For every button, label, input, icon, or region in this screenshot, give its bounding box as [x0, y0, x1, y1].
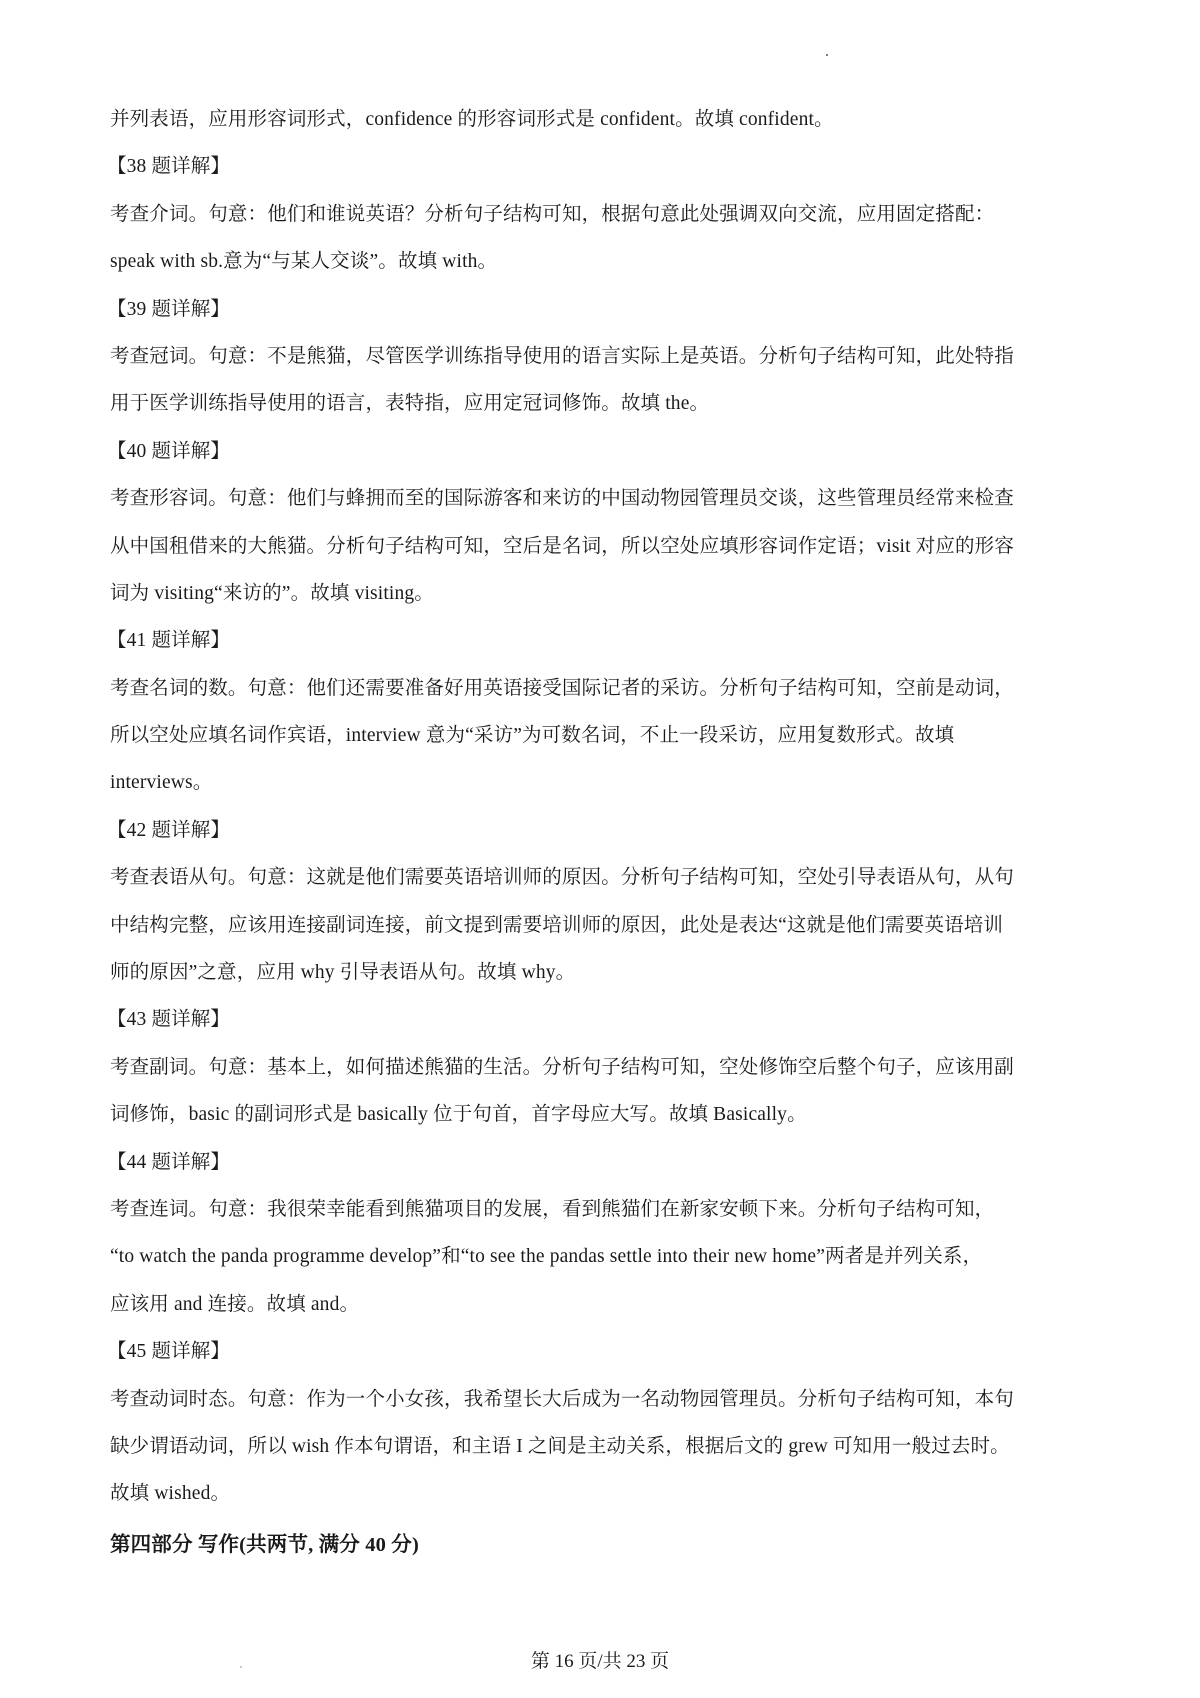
question-heading: 【43 题详解】: [107, 1009, 231, 1031]
explanation-line: 词为 visiting“来访的”。故填 visiting。: [110, 582, 434, 604]
document-body: [107, 96, 1100, 1569]
explanation-line: 考查动词时态。句意：作为一个小女孩，我希望长大后成为一名动物园管理员。分析句子结构可知，本句: [110, 1388, 1014, 1410]
explanation-line: “to watch the panda programme develop”和“to see the pandas settle into their new home”两者是并列关系，: [110, 1246, 983, 1268]
question-heading: 【42 题详解】: [107, 819, 231, 841]
explanation-line: 从中国租借来的大熊猫。分析句子结构可知，空后是名词，所以空处应填形容词作定语；visit 对应的形容: [110, 535, 1014, 557]
explanation-line: 中结构完整，应该用连接副词连接，前文提到需要培训师的原因，此处是表达“这就是他们需要英语培训: [110, 914, 1004, 936]
explanation-line: 考查介词。句意：他们和谁说英语？分析句子结构可知，根据句意此处强调双向交流，应用固定搭配：: [110, 203, 995, 225]
explanation-line: 所以空处应填名词作宾语，interview 意为“采访”为可数名词，不止一段采访，应用复数形式。故填: [110, 725, 955, 747]
explanation-line: 考查连词。句意：我很荣幸能看到熊猫项目的发展，看到熊猫们在新家安顿下来。分析句子结构可知，: [110, 1198, 995, 1220]
explanation-line: 缺少谓语动词，所以 wish 作本句谓语，和主语 I 之间是主动关系，根据后文的 grew 可知用一般过去时。: [110, 1435, 1010, 1457]
explanation-line: 考查副词。句意：基本上，如何描述熊猫的生活。分析句子结构可知，空处修饰空后整个句子，应该用副: [110, 1056, 1014, 1078]
explanation-line: 应该用 and 连接。故填 and。: [110, 1293, 360, 1315]
explanation-line: 故填 wished。: [110, 1483, 231, 1505]
explanation-line: 词修饰，basic 的副词形式是 basically 位于句首，首字母应大写。故填 Basically。: [110, 1104, 807, 1126]
question-heading: 【41 题详解】: [107, 630, 231, 652]
question-heading: 【40 题详解】: [107, 440, 231, 462]
question-heading: 【38 题详解】: [107, 156, 231, 178]
explanation-line: 并列表语，应用形容词形式，confidence 的形容词形式是 confident。故填 confident。: [110, 109, 834, 130]
question-heading: 【45 题详解】: [107, 1341, 231, 1363]
explanation-line: 考查冠词。句意：不是熊猫，尽管医学训练指导使用的语言实际上是英语。分析句子结构可知，此处特指: [110, 345, 1014, 367]
explanation-line: interviews。: [110, 772, 213, 794]
explanation-line: 师的原因”之意，应用 why 引导表语从句。故填 why。: [110, 962, 576, 984]
explanation-line: 用于医学训练指导使用的语言，表特指，应用定冠词修饰。故填 the。: [110, 393, 710, 415]
question-heading: 【39 题详解】: [107, 298, 231, 320]
question-heading: 【44 题详解】: [107, 1151, 231, 1173]
explanation-line: 考查表语从句。句意：这就是他们需要英语培训师的原因。分析句子结构可知，空处引导表语从句，从句: [110, 867, 1014, 889]
explanation-line: 考查名词的数。句意：他们还需要准备好用英语接受国际记者的采访。分析句子结构可知，空前是动词，: [110, 677, 1014, 699]
section-title: 第四部分 写作(共两节, 满分 40 分): [110, 1533, 419, 1556]
explanation-line: speak with sb.意为“与某人交谈”。故填 with。: [110, 251, 498, 273]
explanation-line: 考查形容词。句意：他们与蜂拥而至的国际游客和来访的中国动物园管理员交谈，这些管理员经常来检查: [110, 488, 1014, 510]
page-footer: 第 16 页/共 23 页: [530, 1651, 670, 1672]
scan-speck: [826, 54, 828, 56]
